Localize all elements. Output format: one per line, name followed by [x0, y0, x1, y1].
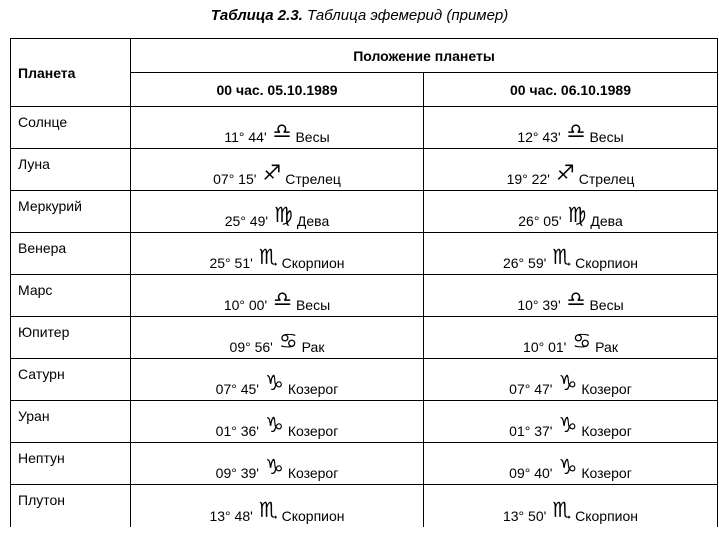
- position-cell: [131, 443, 424, 485]
- sign-name: Стрелец: [285, 171, 341, 187]
- table-caption: [0, 7, 719, 24]
- sign-name: Козерог: [287, 465, 339, 481]
- position-cell: [424, 275, 718, 317]
- degree-value: 19° 22': [506, 171, 550, 187]
- ephemeris-table: [10, 38, 718, 527]
- scorpio-icon: ♏: [552, 497, 572, 522]
- position-cell: [424, 107, 718, 149]
- position-cell: [131, 107, 424, 149]
- degree-value: 07° 47': [509, 381, 553, 397]
- position-cell: [424, 149, 718, 191]
- planet-name: Меркурий: [11, 191, 131, 233]
- sign-name: Рак: [301, 339, 325, 355]
- degree-value: 26° 59': [502, 255, 547, 271]
- degree-value: 01° 37': [509, 423, 553, 439]
- date2-column-header: 00 час. 06.10.1989: [424, 73, 718, 107]
- degree-value: 25° 51': [209, 255, 253, 271]
- planet-name: Венера: [11, 233, 131, 275]
- planet-name: Сатурн: [11, 359, 131, 401]
- capricorn-icon: ♑: [558, 413, 578, 437]
- degree-value: 13° 50': [502, 507, 547, 524]
- sign-name: Козерог: [287, 423, 339, 439]
- cancer-icon: ♋: [572, 329, 592, 353]
- planet-name: Луна: [11, 149, 131, 191]
- sign-name: Весы: [295, 297, 331, 313]
- degree-value: 25° 49': [224, 213, 269, 229]
- libra-icon: ♎: [566, 119, 586, 143]
- planet-name: Солнце: [11, 107, 131, 149]
- degree-value: 11° 44': [224, 129, 267, 145]
- degree-value: 09° 39': [215, 465, 259, 481]
- capricorn-icon: ♑: [558, 455, 578, 479]
- sign-name: Дева: [296, 213, 330, 229]
- date1-column-header: 00 час. 05.10.1989: [131, 73, 424, 107]
- capricorn-icon: ♑: [558, 371, 578, 395]
- planet-column-header: Планета: [11, 39, 131, 107]
- position-cell: [424, 443, 718, 485]
- sign-name: Козерог: [287, 381, 339, 397]
- planet-name: Нептун: [11, 443, 131, 485]
- position-cell: [424, 359, 718, 401]
- table-row: [11, 485, 718, 527]
- planet-name: Марс: [11, 275, 131, 317]
- degree-value: 13° 48': [209, 507, 253, 524]
- table-row: [11, 149, 718, 191]
- table-row: [11, 107, 718, 149]
- cancer-icon: ♋: [278, 329, 298, 353]
- table-row: [11, 191, 718, 233]
- degree-value: 10° 39': [517, 297, 561, 313]
- planet-name: Уран: [11, 401, 131, 443]
- sign-name: Козерог: [581, 465, 632, 481]
- table-row: [11, 275, 718, 317]
- virgo-icon: ♍: [567, 203, 587, 227]
- degree-value: 07° 45': [215, 381, 259, 397]
- capricorn-icon: ♑: [264, 371, 284, 395]
- caption-text: Таблица эфемерид (пример): [302, 7, 509, 24]
- sign-name: Рак: [595, 339, 618, 355]
- position-cell: [131, 317, 424, 359]
- degree-value: 09° 56': [229, 339, 273, 355]
- position-cell: [131, 485, 424, 527]
- planet-name: Плутон: [11, 485, 131, 527]
- scorpio-icon: ♏: [258, 245, 278, 269]
- table-row: [11, 401, 718, 443]
- position-cell: [424, 485, 718, 527]
- sign-name: Стрелец: [578, 171, 635, 187]
- position-cell: [131, 359, 424, 401]
- position-cell: [131, 401, 424, 443]
- degree-value: 26° 05': [518, 213, 562, 229]
- position-cell: [131, 149, 424, 191]
- libra-icon: ♎: [273, 287, 292, 311]
- table-row: [11, 233, 718, 275]
- table-body: [11, 107, 718, 527]
- sign-name: Скорпион: [281, 507, 345, 524]
- sign-name: Козерог: [581, 381, 632, 397]
- sign-name: Скорпион: [281, 255, 345, 271]
- table-row: [11, 359, 718, 401]
- degree-value: 12° 43': [517, 129, 561, 145]
- libra-icon: ♎: [566, 287, 586, 311]
- position-cell: [131, 233, 424, 275]
- degree-value: 01° 36': [215, 423, 259, 439]
- sign-name: Скорпион: [575, 507, 639, 524]
- capricorn-icon: ♑: [264, 455, 284, 479]
- libra-icon: ♎: [272, 119, 292, 143]
- position-cell: [424, 191, 718, 233]
- table-row: [11, 443, 718, 485]
- position-cell: [131, 275, 424, 317]
- sagittarius-icon: ♐: [555, 161, 575, 185]
- degree-value: 07° 15': [213, 171, 257, 187]
- sign-name: Дева: [590, 213, 623, 229]
- degree-value: 10° 00': [223, 297, 268, 313]
- table-row: [11, 317, 718, 359]
- sign-name: Весы: [589, 297, 624, 313]
- scorpio-icon: ♏: [258, 497, 278, 522]
- scorpio-icon: ♏: [552, 245, 572, 269]
- position-column-header: Положение планеты: [131, 39, 718, 73]
- position-cell: [131, 191, 424, 233]
- virgo-icon: ♍: [274, 203, 293, 227]
- sign-name: Весы: [295, 129, 330, 145]
- sign-name: Весы: [589, 129, 624, 145]
- position-cell: [424, 317, 718, 359]
- capricorn-icon: ♑: [264, 413, 284, 437]
- sign-name: Скорпион: [575, 255, 639, 271]
- sagittarius-icon: ♐: [262, 161, 282, 185]
- position-cell: [424, 401, 718, 443]
- sign-name: Козерог: [581, 423, 632, 439]
- degree-value: 09° 40': [509, 465, 553, 481]
- degree-value: 10° 01': [523, 339, 567, 355]
- planet-name: Юпитер: [11, 317, 131, 359]
- caption-number: Таблица 2.3.: [210, 7, 303, 24]
- position-cell: [424, 233, 718, 275]
